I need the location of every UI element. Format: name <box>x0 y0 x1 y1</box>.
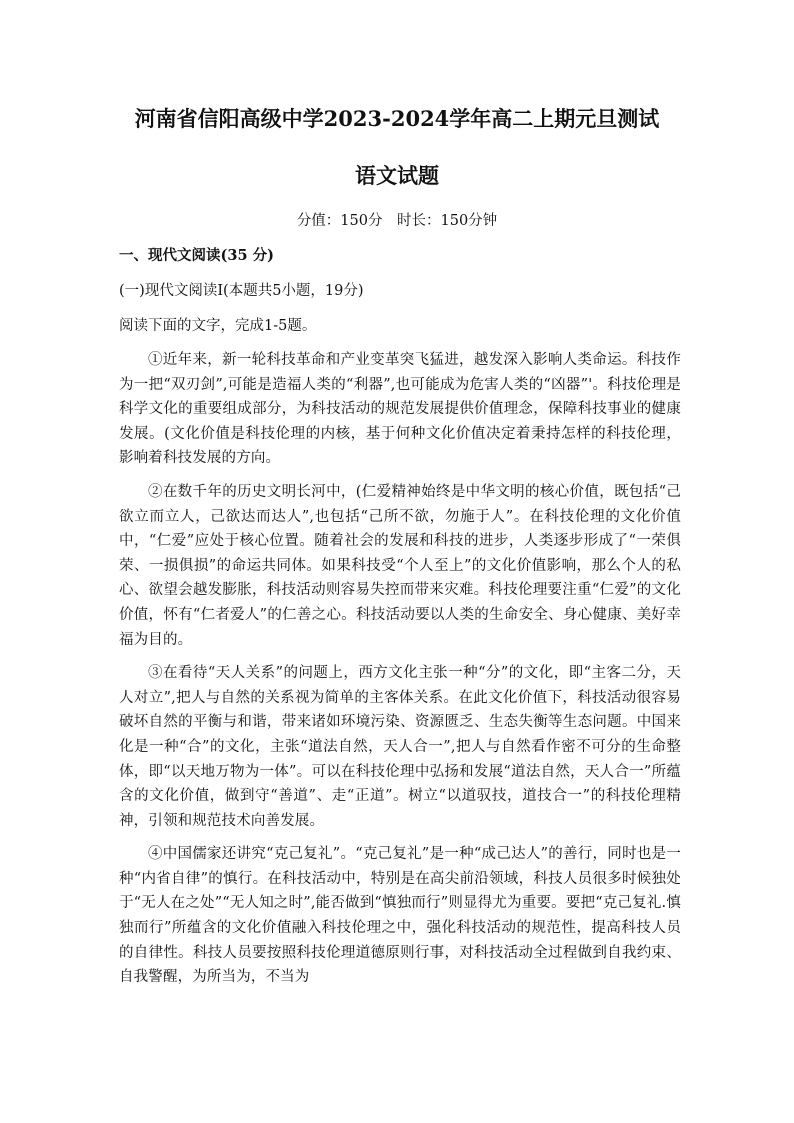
document-subtitle: 语文试题 <box>355 163 439 188</box>
exam-meta: 分值：150分 时长：150分钟 <box>296 213 498 229</box>
document-body <box>119 244 681 999</box>
paragraph-1: ①近年来，新一轮科技革命和产业变革突飞猛进，越发深入影响人类命运。科技作为一把“双刃剑”,可能是造福人类的“利器”,也可能成为危害人类的“凶器”'。科技伦理是科学文化的重要组成部分，为科技活动的规范发展提供价值理念，保障科技事业的健康发展。(文化价值是科技伦理的内核，基于何种文化价值决定着秉持怎样的科技伦理，影响着科技发展的方向。 <box>119 352 681 467</box>
reading-instruction: 阅读下面的文字，完成1-5题。 <box>119 318 317 334</box>
document-title: 河南省信阳高级中学2023-2024学年高二上期元旦测试 <box>134 106 660 131</box>
paragraph-3: ③在看待“天人关系”的问题上，西方文化主张一种“分”的文化，即“主客二分，天人对立”,把人与自然的关系视为简单的主客体关系。在此文化价值下，科技活动很容易破坏自然的平衡与和谐，带来诸如环境污染、资源匮乏、生态失衡等生态问题。中国来化是一种“合”的文化，主张“道法自然，天人合一”,把人与自然看作密不可分的生命整体，即“以天地万物为一体”。可以在科技伦理中弘扬和发展“道法自然，天人合一”所蕴含的文化价值，做到守“善道”、走“正道”。树立“以道驭技，道技合一”的科技伦理精神，引领和规范技术向善发展。 <box>119 665 681 829</box>
paragraph-2: ②在数千年的历史文明长河中，(仁爱精神始终是中华文明的核心价值，既包括“己欲立而立人，己欲达而达人”,也包括“己所不欲，勿施于人”。在科技伦理的文化价值中，“仁爱”应处于核心位置。随着社会的发展和科技的进步，人类逐步形成了“一荣俱荣、一损俱损”的命运共同体。如果科技受“个人至上”的文化价值影响，那么个人的私心、欲望会越发膨胀，科技活动则容易失控而带来灾难。科技伦理要注重“仁爱”的文化价值，怀有“仁者爱人”的仁善之心。科技活动要以人类的生命安全、身心健康、美好幸福为目的。 <box>119 483 681 648</box>
paragraph-4: ④中国儒家还讲究“克己复礼”。“克己复礼”是一种“成己达人”的善行，同时也是一种“内省自律”的慎行。在科技活动中，特别是在高尖前沿领域，科技人员很多时候独处于“无人在之处”“无人知之时”,能否做到“慎独而行”则显得尤为重要。要把“克己复礼.慎独而行”所蕴含的文化价值融入科技伦理之中，强化科技活动的规范性，提高科技人员的自律性。科技人员要按照科技伦理道德原则行事，对科技活动全过程做到自我约束、自我警醒，为所当为，不当为 <box>119 846 681 986</box>
section-subheading: (一)现代文阅读I(本题共5小题，19分) <box>119 283 364 299</box>
section-heading: 一、现代文阅读(35 分) <box>119 247 274 264</box>
